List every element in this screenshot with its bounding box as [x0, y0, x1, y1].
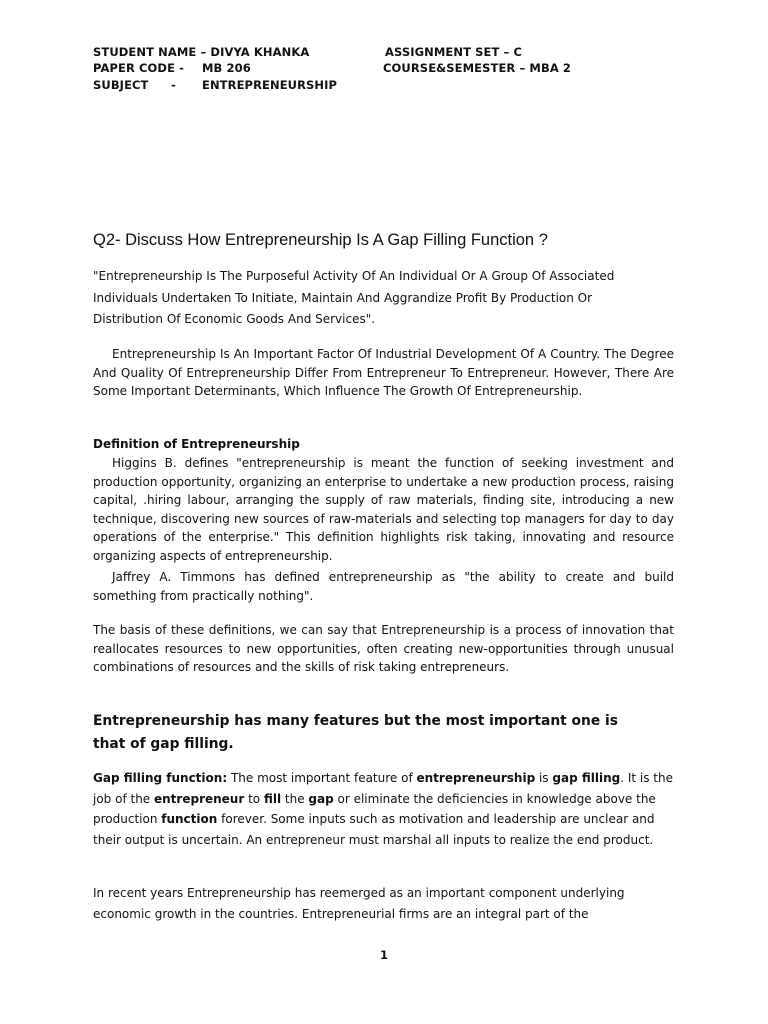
gap-text: is — [535, 771, 553, 785]
gap-text: forever. Some inputs such as motivation and leadership are unclear and their output is uncertain. An entrepreneur must marshal all inputs to realize the end product. — [93, 812, 655, 848]
features-heading: Entrepreneurship has many features but the most important one is that of gap filling. — [93, 713, 618, 752]
gap-filling-paragraph — [93, 768, 678, 851]
gap-bold: gap — [308, 791, 334, 806]
timmons-definition: Jaffrey A. Timmons has defined entrepreneurship as "the ability to create and build something from practically nothing". — [93, 570, 674, 603]
gap-bold: entrepreneurship — [416, 771, 536, 785]
quote-paragraph: "Entrepreneurship Is The Purposeful Activity Of An Individual Or A Group Of Associated Individuals Undertaken To Initiate, Maintain And Aggrandize Profit By Production Or Distribution Of Economic Goods And Services". — [93, 269, 615, 326]
gap-text: the — [281, 791, 309, 806]
gap-bold: gap filling — [552, 771, 621, 785]
gap-bold: entrepreneur — [154, 791, 245, 806]
subject-dash: - — [171, 78, 176, 92]
gap-bold: function — [161, 812, 218, 827]
student-name: STUDENT NAME – DIVYA KHANKA — [93, 45, 310, 59]
intro-paragraph: Entrepreneurship Is An Important Factor Of Industrial Development Of A Country. The Degree And Quality Of Entrepreneurship Differ From Entrepreneur To Entrepreneur. However, There Are Some Important Determinants, Which Influence The Growth Of Entrepreneurship. — [93, 347, 674, 399]
page-number: 1 — [380, 948, 389, 962]
subject-label: SUBJECT — [93, 78, 149, 92]
recent-paragraph: In recent years Entrepreneurship has reemerged as an important component underlying economic growth in the countries. Entrepreneurial firms are an integral part of the — [93, 886, 625, 921]
gap-text: to — [244, 791, 264, 806]
higgins-definition: Higgins B. defines "entrepreneurship is meant the function of seeking investment and production opportunity, organizing an enterprise to undertake a new production process, raising capital, .hiring labour, arranging the supply of raw materials, finding site, introducing a new technique, discovering new sources of raw-materials and selecting top managers for day to day operations of the enterprise." This definition highlights risk taking, innovating and resource organizing aspects of entrepreneurship. — [93, 456, 674, 563]
gap-text: or eliminate the deficiencies in knowledge above the production — [93, 791, 656, 827]
gap-filling-label: Gap filling function: — [93, 771, 228, 785]
definition-heading: Definition of Entrepreneurship — [93, 437, 300, 451]
paper-code-label: PAPER CODE - — [93, 61, 185, 75]
assignment-set: ASSIGNMENT SET – C — [385, 45, 523, 59]
question-title: Q2- Discuss How Entrepreneurship Is A Gap Filling Function ? — [93, 231, 548, 249]
course-semester: COURSE&SEMESTER – MBA 2 — [383, 61, 572, 75]
gap-bold: fill — [263, 791, 282, 806]
gap-text: The most important feature of — [227, 771, 417, 785]
basis-paragraph: The basis of these definitions, we can say that Entrepreneurship is a process of innovation that reallocates resources to new opportunities, often creating new-opportunities through unusual combinations of resources and the skills of risk taking entrepreneurs. — [93, 623, 674, 675]
paper-code-value: MB 206 — [202, 61, 251, 75]
gap-text: . It is the job of the — [93, 771, 673, 806]
subject-value: ENTREPRENEURSHIP — [202, 78, 338, 92]
